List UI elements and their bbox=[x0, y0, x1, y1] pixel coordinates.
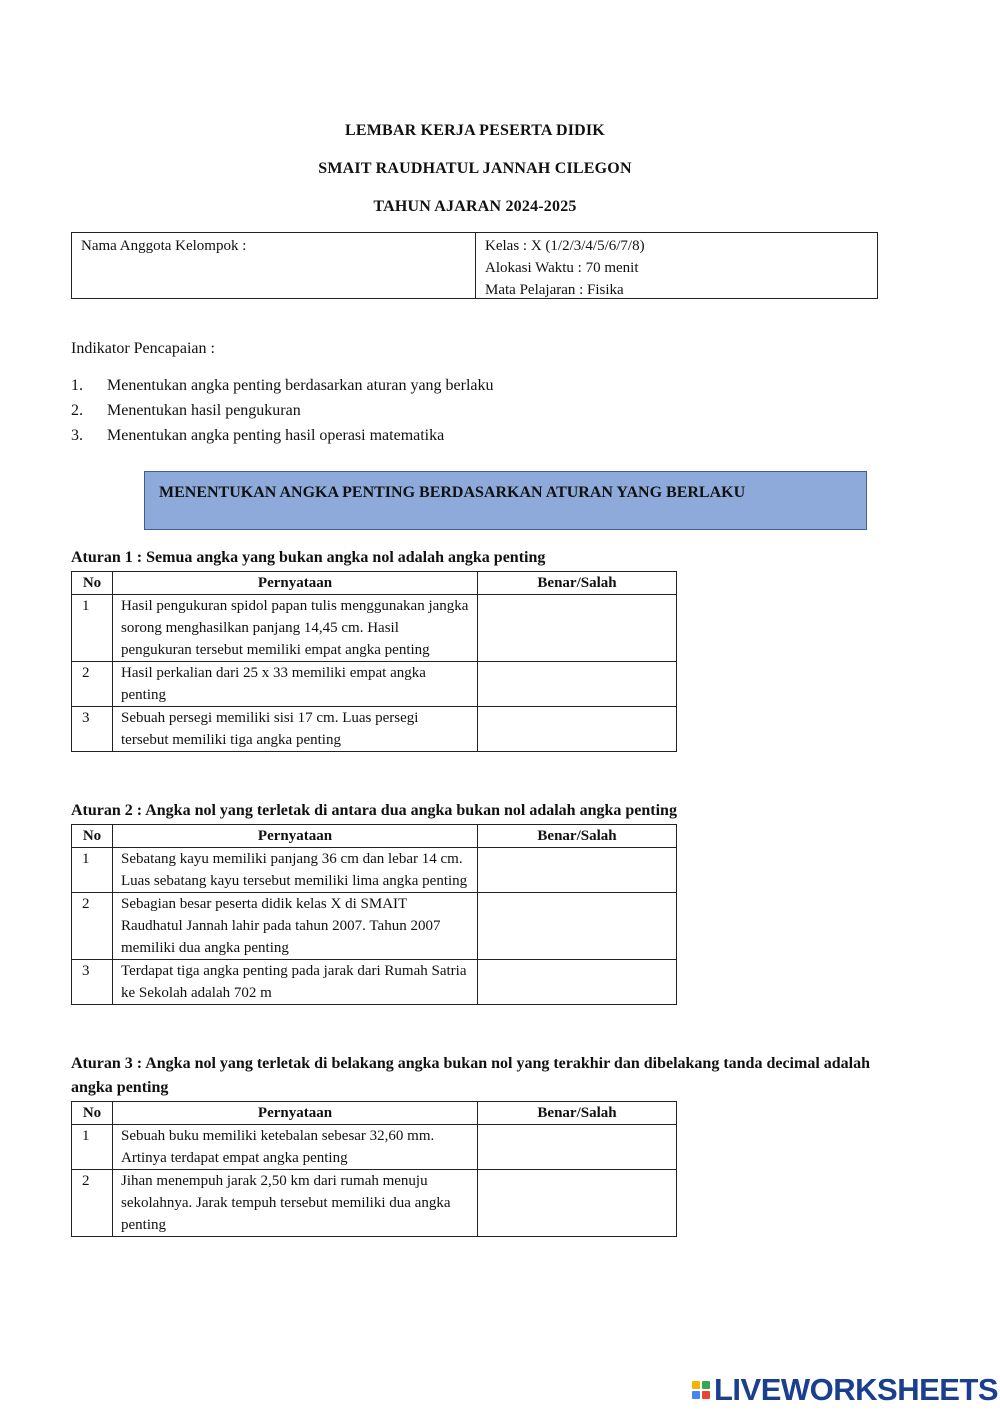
logo-text: LIVEWORKSHEETS bbox=[714, 1372, 999, 1407]
indicator-number: 2. bbox=[71, 402, 83, 419]
header-statement: Pernyataan bbox=[113, 825, 478, 848]
answer-cell[interactable] bbox=[478, 662, 677, 707]
group-members-label: Nama Anggota Kelompok : bbox=[81, 238, 247, 254]
row-number: 2 bbox=[72, 1170, 113, 1237]
row-statement: Sebatang kayu memiliki panjang 36 cm dan lebar 14 cm. Luas sebatang kayu tersebut memiliki lima angka penting bbox=[113, 848, 478, 893]
table-row bbox=[72, 1170, 677, 1237]
rule-3-title: Aturan 3 : Angka nol yang terletak di belakang angka bukan nol yang terakhir dan dibelakang tanda decimal adalah angka penting bbox=[71, 1055, 870, 1096]
indicator-text: Menentukan angka penting hasil operasi matematika bbox=[107, 427, 445, 444]
table-row bbox=[72, 893, 677, 960]
header-answer: Benar/Salah bbox=[478, 572, 677, 595]
row-statement: Sebuah persegi memiliki sisi 17 cm. Luas persegi tersebut memiliki tiga angka penting bbox=[113, 707, 478, 752]
header-answer: Benar/Salah bbox=[478, 825, 677, 848]
answer-cell[interactable] bbox=[478, 848, 677, 893]
row-number: 2 bbox=[72, 893, 113, 960]
answer-cell[interactable] bbox=[478, 1170, 677, 1237]
header-statement: Pernyataan bbox=[113, 572, 478, 595]
header-no: No bbox=[72, 1102, 113, 1125]
table-row bbox=[72, 1125, 677, 1170]
rule-2-table bbox=[71, 824, 677, 1005]
header-statement: Pernyataan bbox=[113, 1102, 478, 1125]
table-row bbox=[72, 960, 677, 1005]
row-statement: Sebagian besar peserta didik kelas X di SMAIT Raudhatul Jannah lahir pada tahun 2007. Tahun 2007 memiliki dua angka penting bbox=[113, 893, 478, 960]
row-number: 1 bbox=[72, 595, 113, 662]
row-number: 2 bbox=[72, 662, 113, 707]
answer-cell[interactable] bbox=[478, 960, 677, 1005]
header-no: No bbox=[72, 572, 113, 595]
academic-year: TAHUN AJARAN 2024-2025 bbox=[373, 198, 577, 215]
indicator-list bbox=[71, 375, 494, 450]
indicator-text: Menentukan angka penting berdasarkan aturan yang berlaku bbox=[107, 377, 494, 394]
liveworksheets-logo[interactable] bbox=[692, 1374, 998, 1406]
indicator-text: Menentukan hasil pengukuran bbox=[107, 402, 301, 419]
indicator-title: Indikator Pencapaian : bbox=[71, 340, 215, 357]
row-number: 3 bbox=[72, 707, 113, 752]
answer-cell[interactable] bbox=[478, 893, 677, 960]
indicator-item bbox=[71, 425, 494, 450]
row-statement: Jihan menempuh jarak 2,50 km dari rumah menuju sekolahnya. Jarak tempuh tersebut memiliki dua angka penting bbox=[113, 1170, 478, 1237]
indicator-item bbox=[71, 400, 494, 425]
answer-cell[interactable] bbox=[478, 595, 677, 662]
header-no: No bbox=[72, 825, 113, 848]
table-row bbox=[72, 707, 677, 752]
rule-3-table bbox=[71, 1101, 677, 1237]
answer-cell[interactable] bbox=[478, 707, 677, 752]
class-label: Kelas : X (1/2/3/4/5/6/7/8) bbox=[485, 238, 645, 254]
row-number: 1 bbox=[72, 1125, 113, 1170]
answer-cell[interactable] bbox=[478, 1125, 677, 1170]
school-name: SMAIT RAUDHATUL JANNAH CILEGON bbox=[318, 160, 632, 177]
group-members-cell[interactable] bbox=[72, 233, 476, 298]
row-number: 1 bbox=[72, 848, 113, 893]
section-banner: MENENTUKAN ANGKA PENTING BERDASARKAN ATURAN YANG BERLAKU bbox=[144, 471, 867, 530]
class-info-cell bbox=[476, 233, 877, 298]
rule-1-title: Aturan 1 : Semua angka yang bukan angka nol adalah angka penting bbox=[71, 549, 546, 566]
indicator-item bbox=[71, 375, 494, 400]
subject-label: Mata Pelajaran : Fisika bbox=[485, 282, 624, 298]
rule-2-title: Aturan 2 : Angka nol yang terletak di antara dua angka bukan nol adalah angka penting bbox=[71, 802, 677, 819]
table-header-row bbox=[72, 572, 677, 595]
indicator-number: 3. bbox=[71, 427, 83, 444]
rule-1-table bbox=[71, 571, 677, 752]
worksheet-title: LEMBAR KERJA PESERTA DIDIK bbox=[345, 122, 605, 139]
row-number: 3 bbox=[72, 960, 113, 1005]
header-answer: Benar/Salah bbox=[478, 1102, 677, 1125]
student-info-box bbox=[71, 232, 878, 299]
row-statement: Hasil pengukuran spidol papan tulis menggunakan jangka sorong menghasilkan panjang 14,45 cm. Hasil pengukuran tersebut memiliki empat angka penting bbox=[113, 595, 478, 662]
row-statement: Terdapat tiga angka penting pada jarak dari Rumah Satria ke Sekolah adalah 702 m bbox=[113, 960, 478, 1005]
table-row bbox=[72, 595, 677, 662]
table-header-row bbox=[72, 825, 677, 848]
table-header-row bbox=[72, 1102, 677, 1125]
logo-mark-icon bbox=[692, 1381, 710, 1399]
indicator-number: 1. bbox=[71, 377, 83, 394]
table-row bbox=[72, 848, 677, 893]
row-statement: Sebuah buku memiliki ketebalan sebesar 32,60 mm. Artinya terdapat empat angka penting bbox=[113, 1125, 478, 1170]
table-row bbox=[72, 662, 677, 707]
row-statement: Hasil perkalian dari 25 x 33 memiliki empat angka penting bbox=[113, 662, 478, 707]
time-allocation-label: Alokasi Waktu : 70 menit bbox=[485, 260, 639, 276]
